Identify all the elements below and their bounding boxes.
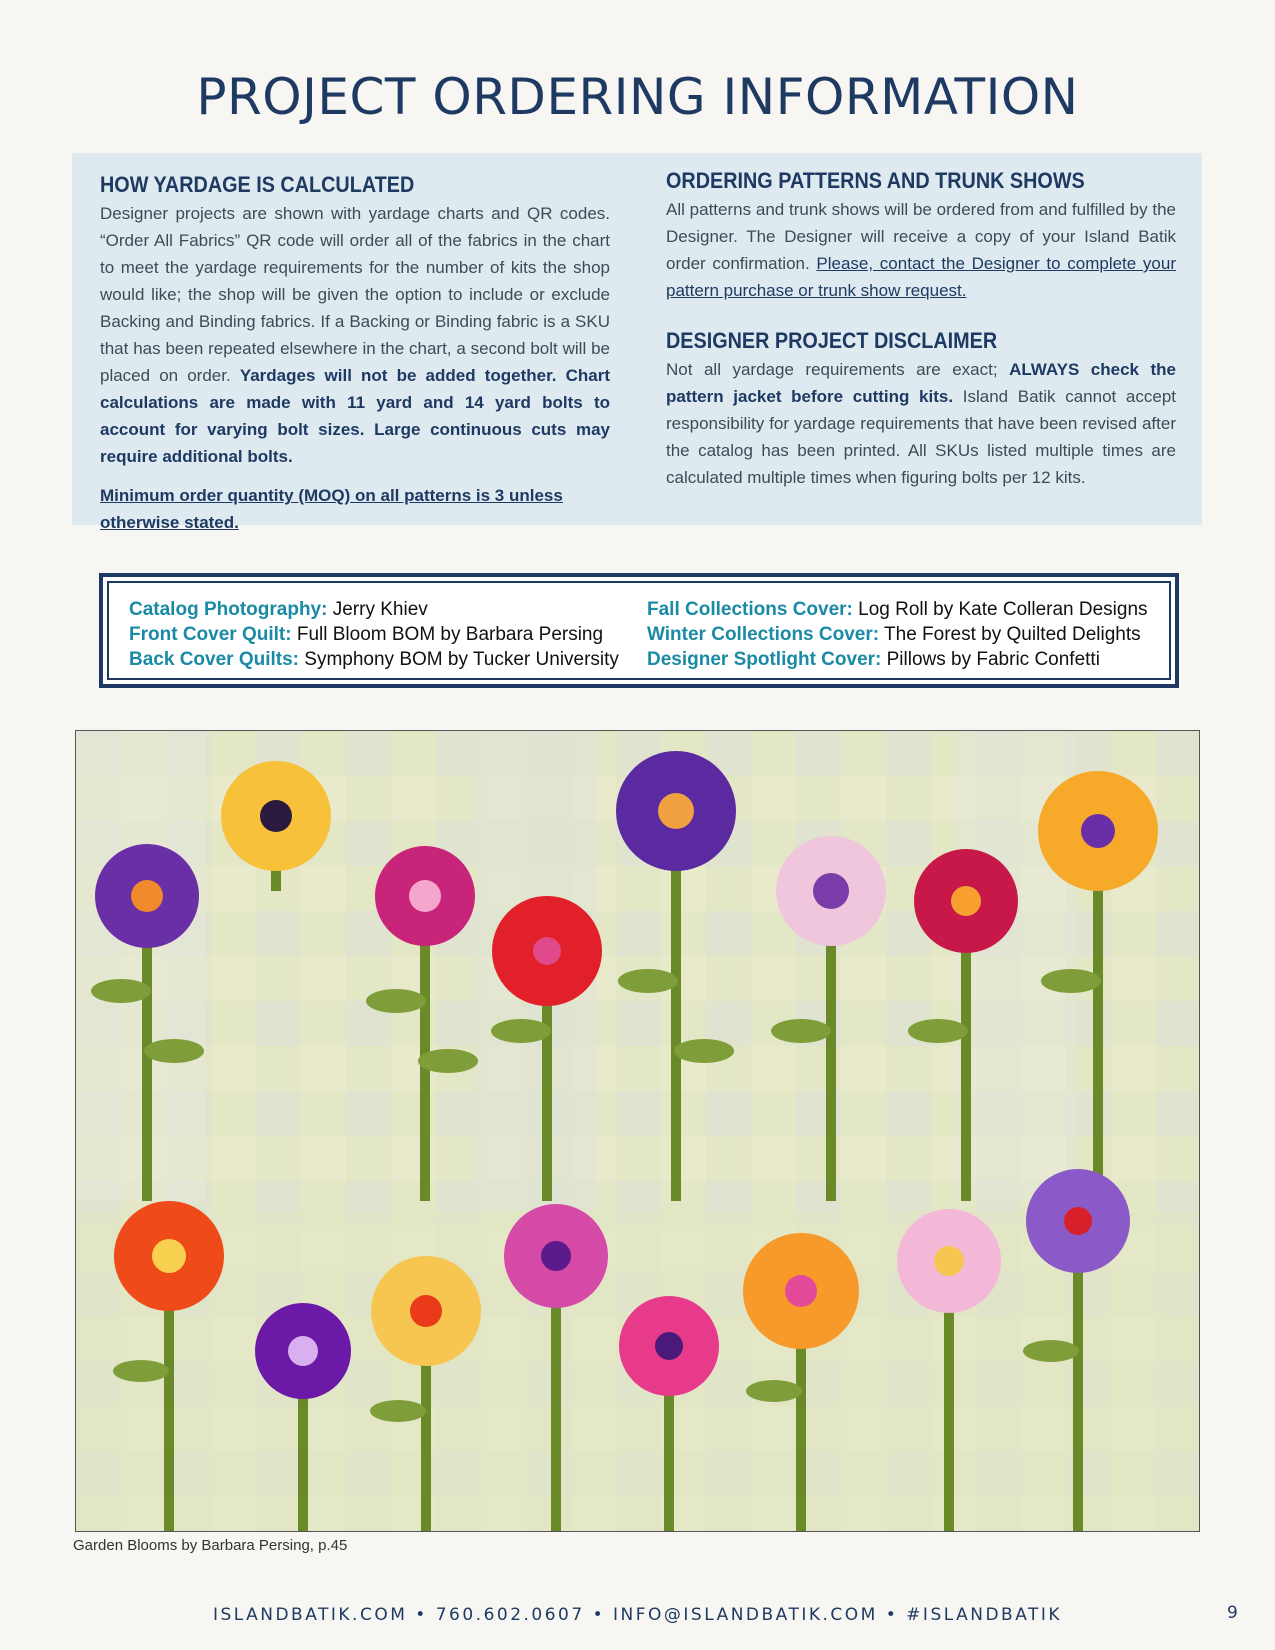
disclaimer-text-bold: ALWAYS check the pattern jacket before cutting kits.: [666, 360, 1176, 406]
flower-quilt-illustration: [76, 731, 1200, 1532]
credit-line: [647, 647, 1148, 672]
credit-value: Symphony BOM by Tucker University: [299, 649, 619, 670]
disclaimer-heading: DESIGNER PROJECT DISCLAIMER: [666, 328, 998, 353]
ordering-heading: ORDERING PATTERNS AND TRUNK SHOWS: [666, 168, 1085, 193]
credit-label: Winter Collections Cover:: [647, 624, 880, 645]
credit-value: Jerry Khiev: [327, 599, 428, 620]
credit-line: [129, 622, 619, 647]
disclaimer-text-start: Not all yardage requirements are exact;: [666, 360, 1010, 379]
credit-value: The Forest by Quilted Delights: [879, 624, 1141, 645]
credit-label: Back Cover Quilts:: [129, 649, 299, 670]
credit-label: Catalog Photography:: [129, 599, 328, 620]
credits-box: [99, 573, 1179, 688]
credit-line: [129, 597, 619, 622]
yardage-text: [100, 200, 610, 470]
credit-label: Front Cover Quilt:: [129, 624, 292, 645]
page-number: 9: [1227, 1603, 1238, 1623]
yardage-text-plain: Designer projects are shown with yardage charts and QR codes. “Order All Fabrics” QR code will order all of the fabrics in the chart to meet the yardage requirements for the number of kits the shop would like; the shop will be given the option to include or exclude Backing and Binding fabrics. If a Backing or Binding fabric is a SKU that has been repeated elsewhere in the chart, a second bolt will be placed on order.: [100, 204, 610, 385]
page-title: PROJECT ORDERING INFORMATION: [196, 68, 1079, 126]
ordering-text-plain: All patterns and trunk shows will be ordered from and fulfilled by the Designer. The Designer will receive a copy of your Island Batik order confirmation.: [666, 200, 1176, 273]
credits-left-column: [129, 597, 619, 672]
credit-line: [129, 647, 619, 672]
disclaimer-text: [666, 356, 1176, 491]
credits-right-column: [647, 597, 1148, 672]
quilt-photo: [75, 730, 1200, 1532]
credits-inner-border: [107, 581, 1171, 680]
photo-caption: Garden Blooms by Barbara Persing, p.45: [73, 1537, 348, 1554]
yardage-text-bold: Yardages will not be added together. Chart calculations are made with 11 yard and 14 yard bolts to account for varying bolt sizes. Large continuous cuts may require additional bolts.: [100, 366, 610, 466]
credit-label: Designer Spotlight Cover:: [647, 649, 882, 670]
yardage-section: [100, 172, 610, 536]
disclaimer-text-end: Island Batik cannot accept responsibility for yardage requirements that have been revised after the catalog has been printed. All SKUs listed multiple times are calculated multiple times when figuring bolts per 12 kits.: [666, 387, 1176, 487]
footer-contact: ISLANDBATIK.COM • 760.602.0607 • INFO@ISLANDBATIK.COM • #ISLANDBATIK: [212, 1605, 1063, 1625]
credit-label: Fall Collections Cover:: [647, 599, 853, 620]
credit-line: [647, 622, 1148, 647]
credit-value: Full Bloom BOM by Barbara Persing: [291, 624, 604, 645]
ordering-text: [666, 196, 1176, 304]
contact-designer-link[interactable]: Please, contact the Designer to complete your pattern purchase or trunk show request.: [666, 254, 1176, 300]
credit-value: Log Roll by Kate Colleran Designs: [852, 599, 1148, 620]
credit-value: Pillows by Fabric Confetti: [881, 649, 1100, 670]
yardage-heading: HOW YARDAGE IS CALCULATED: [100, 172, 415, 197]
moq-note: Minimum order quantity (MOQ) on all patterns is 3 unless otherwise stated.: [100, 486, 563, 532]
credit-line: [647, 597, 1148, 622]
ordering-section: [666, 168, 1176, 491]
